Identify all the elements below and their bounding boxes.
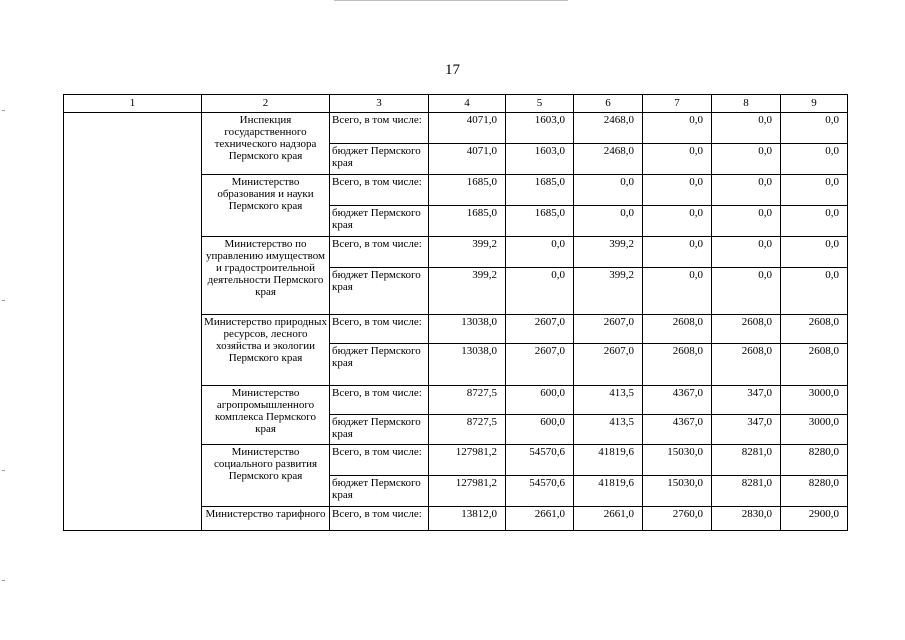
amount-cell: 1685,0 [429, 206, 506, 237]
funding-type-cell: бюджет Пермского края [330, 415, 429, 445]
amount-cell: 2607,0 [574, 344, 643, 386]
amount-cell: 41819,6 [574, 445, 643, 476]
amount-cell: 399,2 [574, 268, 643, 315]
amount-cell: 8280,0 [781, 476, 848, 507]
amount-cell: 4367,0 [643, 386, 712, 415]
amount-cell: 4071,0 [429, 144, 506, 175]
column-header: 7 [643, 95, 712, 113]
amount-cell: 8281,0 [712, 445, 781, 476]
amount-cell: 54570,6 [506, 476, 574, 507]
amount-cell: 8727,5 [429, 386, 506, 415]
amount-cell: 1685,0 [506, 206, 574, 237]
amount-cell: 347,0 [712, 415, 781, 445]
funding-type-cell: Всего, в том числе: [330, 445, 429, 476]
funding-type-cell: Всего, в том числе: [330, 315, 429, 344]
blank-column-cell [64, 113, 202, 531]
amount-cell: 2468,0 [574, 113, 643, 144]
funding-type-cell: Всего, в том числе: [330, 386, 429, 415]
amount-cell: 4071,0 [429, 113, 506, 144]
amount-cell: 399,2 [429, 237, 506, 268]
amount-cell: 15030,0 [643, 476, 712, 507]
column-header: 6 [574, 95, 643, 113]
amount-cell: 0,0 [643, 268, 712, 315]
table-row [64, 113, 848, 144]
amount-cell: 1685,0 [429, 175, 506, 206]
column-header: 5 [506, 95, 574, 113]
amount-cell: 0,0 [712, 144, 781, 175]
amount-cell: 1603,0 [506, 113, 574, 144]
amount-cell: 13812,0 [429, 507, 506, 531]
amount-cell: 2760,0 [643, 507, 712, 531]
amount-cell: 0,0 [643, 113, 712, 144]
amount-cell: 0,0 [643, 175, 712, 206]
amount-cell: 2607,0 [574, 315, 643, 344]
funding-type-cell: бюджет Пермского края [330, 268, 429, 315]
funding-type-cell: Всего, в том числе: [330, 113, 429, 144]
funding-type-cell: бюджет Пермского края [330, 144, 429, 175]
amount-cell: 1685,0 [506, 175, 574, 206]
amount-cell: 2607,0 [506, 315, 574, 344]
amount-cell: 2607,0 [506, 344, 574, 386]
amount-cell: 0,0 [781, 206, 848, 237]
amount-cell: 399,2 [574, 237, 643, 268]
amount-cell: 2468,0 [574, 144, 643, 175]
amount-cell: 413,5 [574, 386, 643, 415]
ministry-cell: Министерство тарифного [202, 507, 330, 531]
edge-mark [2, 580, 5, 581]
amount-cell: 413,5 [574, 415, 643, 445]
amount-cell: 2608,0 [712, 315, 781, 344]
amount-cell: 13038,0 [429, 344, 506, 386]
amount-cell: 0,0 [781, 175, 848, 206]
column-header: 2 [202, 95, 330, 113]
funding-type-cell: Всего, в том числе: [330, 507, 429, 531]
amount-cell: 0,0 [506, 237, 574, 268]
amount-cell: 8281,0 [712, 476, 781, 507]
amount-cell: 0,0 [781, 237, 848, 268]
amount-cell: 13038,0 [429, 315, 506, 344]
amount-cell: 2608,0 [781, 344, 848, 386]
amount-cell: 15030,0 [643, 445, 712, 476]
amount-cell: 4367,0 [643, 415, 712, 445]
edge-mark [2, 470, 5, 471]
amount-cell: 0,0 [506, 268, 574, 315]
amount-cell: 600,0 [506, 386, 574, 415]
amount-cell: 0,0 [781, 144, 848, 175]
amount-cell: 0,0 [643, 206, 712, 237]
edge-mark [2, 110, 5, 111]
funding-type-cell: бюджет Пермского края [330, 344, 429, 386]
amount-cell: 8727,5 [429, 415, 506, 445]
ministry-cell: Инспекция государственного технического надзора Пермского края [202, 113, 330, 175]
funding-type-cell: Всего, в том числе: [330, 237, 429, 268]
column-header: 3 [330, 95, 429, 113]
ministry-cell: Министерство природных ресурсов, лесного хозяйства и экологии Пермского края [202, 315, 330, 386]
amount-cell: 2608,0 [643, 344, 712, 386]
amount-cell: 127981,2 [429, 476, 506, 507]
amount-cell: 0,0 [781, 113, 848, 144]
amount-cell: 0,0 [574, 175, 643, 206]
funding-type-cell: Всего, в том числе: [330, 175, 429, 206]
amount-cell: 600,0 [506, 415, 574, 445]
amount-cell: 2900,0 [781, 507, 848, 531]
amount-cell: 2608,0 [643, 315, 712, 344]
header-row [64, 95, 848, 113]
amount-cell: 2661,0 [506, 507, 574, 531]
amount-cell: 0,0 [712, 206, 781, 237]
amount-cell: 0,0 [574, 206, 643, 237]
amount-cell: 347,0 [712, 386, 781, 415]
amount-cell: 0,0 [643, 144, 712, 175]
ministry-cell: Министерство по управлению имуществом и градостроительной деятельности Пермского края [202, 237, 330, 315]
amount-cell: 2608,0 [781, 315, 848, 344]
column-header: 8 [712, 95, 781, 113]
page-number: 17 [445, 62, 460, 78]
amount-cell: 0,0 [781, 268, 848, 315]
ministry-cell: Министерство агропромышленного комплекса Пермского края [202, 386, 330, 445]
amount-cell: 0,0 [712, 113, 781, 144]
amount-cell: 3000,0 [781, 386, 848, 415]
amount-cell: 2661,0 [574, 507, 643, 531]
amount-cell: 2830,0 [712, 507, 781, 531]
top-rule [334, 0, 568, 1]
table-body [64, 113, 848, 531]
amount-cell: 8280,0 [781, 445, 848, 476]
ministry-cell: Министерство социального развития Пермского края [202, 445, 330, 507]
amount-cell: 127981,2 [429, 445, 506, 476]
amount-cell: 41819,6 [574, 476, 643, 507]
amount-cell: 54570,6 [506, 445, 574, 476]
amount-cell: 1603,0 [506, 144, 574, 175]
amount-cell: 399,2 [429, 268, 506, 315]
ministry-cell: Министерство образования и науки Пермского края [202, 175, 330, 237]
column-header: 9 [781, 95, 848, 113]
amount-cell: 0,0 [712, 237, 781, 268]
amount-cell: 0,0 [643, 237, 712, 268]
funding-type-cell: бюджет Пермского края [330, 476, 429, 507]
amount-cell: 2608,0 [712, 344, 781, 386]
budget-table [63, 94, 848, 531]
column-header: 4 [429, 95, 506, 113]
funding-type-cell: бюджет Пермского края [330, 206, 429, 237]
edge-mark [2, 300, 5, 301]
amount-cell: 0,0 [712, 175, 781, 206]
amount-cell: 0,0 [712, 268, 781, 315]
column-header: 1 [64, 95, 202, 113]
amount-cell: 3000,0 [781, 415, 848, 445]
